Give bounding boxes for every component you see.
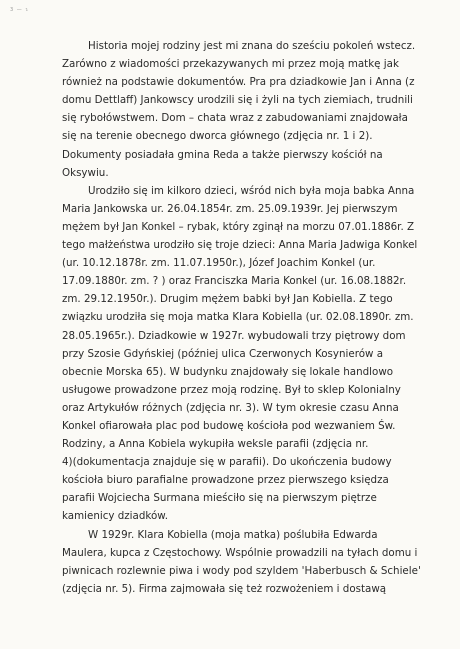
text-line: Maulera, kupca z Częstochowy. Wspólnie prowadzili na tyłach domu i [62,546,418,559]
text-line: Historia mojej rodziny jest mi znana do sześciu pokoleń wstecz. [88,40,416,52]
text-line: Konkel ofiarowała plac pod budowę kościoła pod wezwaniem Św. [62,419,396,432]
text-line: Oksywiu. [62,166,109,179]
text-line: Maria Jankowska ur. 26.04.1854r. zm. 25.09.1939r. Jej pierwszym [62,202,398,215]
text-line: związku urodziła się moja matka Klara Kobiella (ur. 02.08.1890r. zm. [62,311,414,324]
text-line: parafii Wojciecha Surmana mieściło się na pierwszym piętrze [62,492,377,505]
text-line: Dokumenty posiadała gmina Reda a także pierwszy kościół na [62,148,383,161]
text-line: Rodziny, a Anna Kobiela wykupiła weksle parafii (zdjęcia nr. [62,438,369,451]
scan-mark: 3 — ɿ [10,7,30,13]
document-text [62,37,424,598]
paragraph-2 [62,182,424,526]
text-line: domu Dettlaff) Jankowscy urodzili się i żyli na tych ziemiach, trudnili [62,94,413,107]
text-line: (zdjęcia nr. 5). Firma zajmowała się też rozwożeniem i dostawą [62,582,387,595]
text-line: W 1929r. Klara Kobiella (moja matka) poślubiła Edwarda [88,528,378,541]
text-line: Zarówno z wiadomości przekazywanych mi przez moją matkę jak [62,58,399,71]
text-line: 4)(dokumentacja znajduje się w parafii). Do ukończenia budowy [62,456,392,469]
text-line: kościoła biuro parafialne prowadzone przez pierwszego księdza [62,474,389,487]
text-line: również na podstawie dokumentów. Pra pra dziadkowie Jan i Anna (z [62,76,415,89]
paragraph-1 [62,37,424,182]
text-line: zm. 29.12.1950r.). Drugim mężem babki był Jan Kobiella. Z tego [62,293,393,306]
text-line: piwnicach rozlewnie piwa i wody pod szyldem 'Haberbusch & Schiele' [62,564,421,577]
text-line: usługowe prowadzone przez moją rodzinę. Był to sklep Kolonialny [62,383,401,396]
paragraph-3 [62,526,424,598]
text-line: Urodziło się im kilkoro dzieci, wśród nich była moja babka Anna [88,184,415,197]
text-line: mężem był Jan Konkel – rybak, który zginął na morzu 07.01.1886r. Z [62,220,415,233]
text-line: obecnie Morska 65). W budynku znajdowały się lokale handlowo [62,365,394,378]
text-line: się rybołówstwem. Dom – chata wraz z zabudowaniami znajdowała [62,112,408,125]
text-line: kamienicy dziadków. [62,510,169,523]
text-line: się na terenie obecnego dworca głównego (zdjęcia nr. 1 i 2). [62,130,373,143]
text-line: 28.05.1965r.). Dziadkowie w 1927r. wybudowali trzy piętrowy dom [62,329,406,342]
text-line: tego małżeństwa urodziło się troje dzieci: Anna Maria Jadwiga Konkel [62,239,418,252]
text-line: (ur. 10.12.1878r. zm. 11.07.1950r.), Józef Joachim Konkel (ur. [62,257,376,270]
text-line: przy Szosie Gdyńskiej (później ulica Czerwonych Kosynierów a [62,347,384,360]
text-line: 17.09.1880r. zm. ? ) oraz Franciszka Maria Konkel (ur. 16.08.1882r. [62,275,407,288]
text-line: oraz Artykułów różnych (zdjęcia nr. 3). W tym okresie czasu Anna [62,401,399,414]
